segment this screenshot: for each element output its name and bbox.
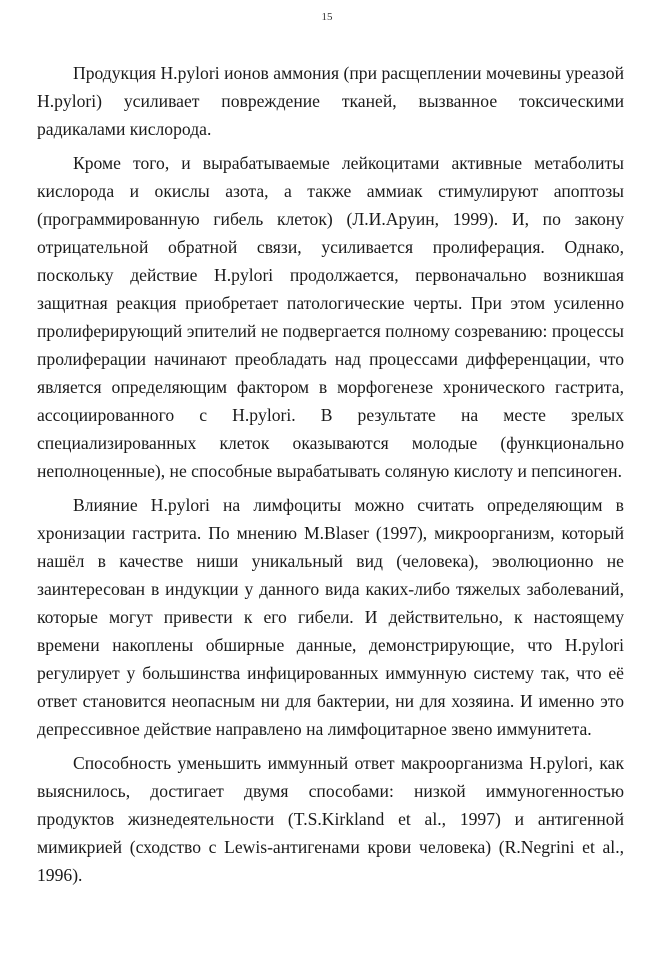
paragraph-ammonia: Продукция H.pylori ионов аммония (при расщеплении мочевины уреазой H.pylori) усиливает повреждение тканей, вызванное токсическими радикалами кислорода.: [37, 63, 624, 139]
body-text: [37, 59, 624, 895]
page-number: 15: [321, 11, 333, 23]
paragraph-apoptosis: Кроме того, и вырабатываемые лейкоцитами активные метаболиты кислорода и окислы азота, а также аммиак стимулируют апоптозы (программированную гибель клеток) (Л.И.Аруин, 1999). И, по закону отрицательной обратной связи, усиливается пролиферация. Однако, поскольку действие H.pylori продолжается, первоначально возникшая защитная реакция приобретает патологические черты. При этом усиленно пролиферирующий эпителий не подвергается полному созреванию: процессы пролиферации начинают преобладать над процессами дифференцации, что является определяющим фактором в морфогенезе хронического гастрита, ассоциированного с H.pylori. В результате на месте зрелых специализированных клеток оказываются молодые (функционально неполноценные), не способные вырабатывать соляную кислоту и пепсиноген.: [37, 153, 624, 481]
paragraph-lymphocytes: Влияние H.pylori на лимфоциты можно считать определяющим в хронизации гастрита. По мнению M.Blaser (1997), микроорганизм, который нашёл в качестве ниши уникальный вид (человека), эволюционно не заинтересован в индукции у данного вида каких-либо тяжелых заболеваний, которые могут привести к его гибели. И действительно, к настоящему времени накоплены обширные данные, демонстрирующие, что H.pylori регулирует у большинства инфицированных иммунную систему так, что её ответ становится неопасным ни для бактерии, ни для хозяина. И именно это депрессивное действие направлено на лимфоцитарное звено иммунитета.: [37, 495, 624, 739]
paragraph-immune-response: Способность уменьшить иммунный ответ макроорганизма H.pylori, как выяснилось, достигает двумя способами: низкой иммуногенностью продуктов жизнедеятельности (T.S.Kirkland et al., 1997) и антигенной мимикрией (сходство с Lewis-антигенами крови человека) (R.Negrini et al., 1996).: [37, 753, 624, 885]
